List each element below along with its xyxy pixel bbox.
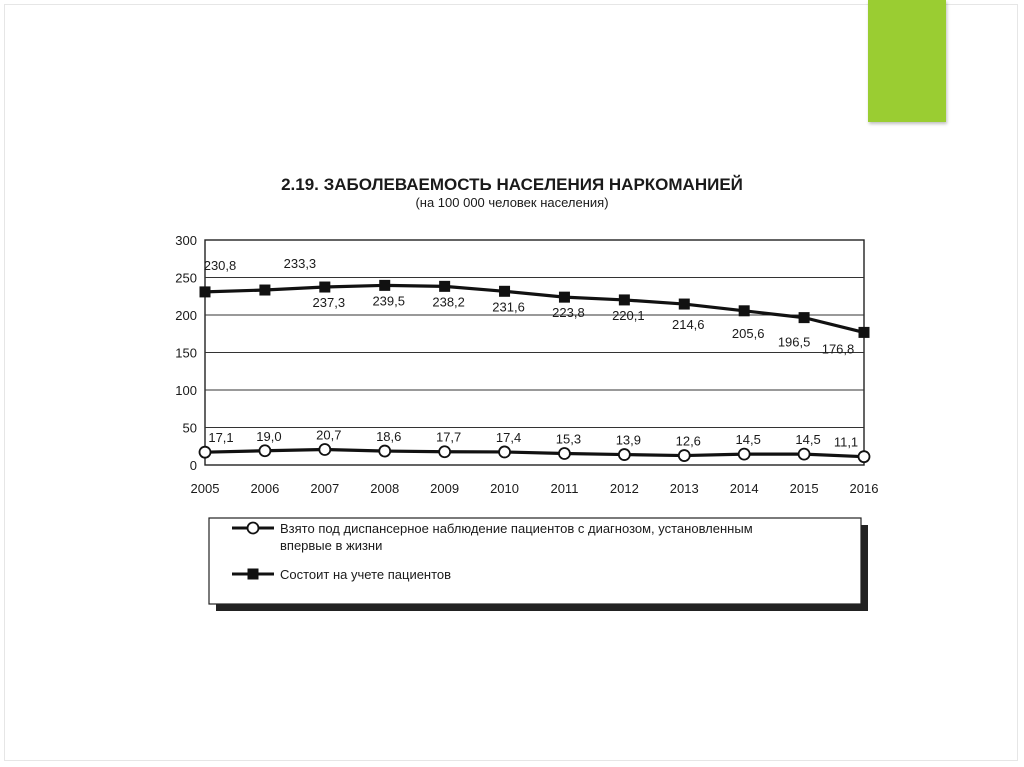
legend-label: Взято под диспансерное наблюдение пациентов с диагнозом, установленным <box>280 521 753 536</box>
data-point <box>619 449 630 460</box>
legend <box>209 518 868 611</box>
data-point <box>619 294 630 305</box>
data-label: 17,1 <box>208 430 234 446</box>
data-point <box>859 327 870 338</box>
data-label: 237,3 <box>312 295 346 311</box>
data-point <box>200 286 211 297</box>
x-tick-label: 2005 <box>190 481 220 496</box>
legend-marker <box>248 569 259 580</box>
chart-title: 2.19. ЗАБОЛЕВАЕМОСТЬ НАСЕЛЕНИЯ НАРКОМАНИЕЙ <box>281 175 743 194</box>
data-point <box>679 299 690 310</box>
x-tick-label: 2015 <box>789 481 819 496</box>
data-label: 233,3 <box>283 256 317 272</box>
x-tick-label: 2010 <box>490 481 520 496</box>
plot-area <box>175 233 878 496</box>
data-point <box>859 451 870 462</box>
x-tick-label: 2007 <box>310 481 340 496</box>
data-label: 11,1 <box>833 434 859 450</box>
data-point <box>559 292 570 303</box>
x-tick-label: 2013 <box>669 481 699 496</box>
y-tick-label: 250 <box>175 270 197 286</box>
data-label: 220,1 <box>612 307 645 323</box>
data-point <box>439 281 450 292</box>
data-label: 14,5 <box>795 432 821 448</box>
data-label: 12,6 <box>675 433 701 449</box>
x-tick-label: 2014 <box>729 481 759 496</box>
data-point <box>259 445 270 456</box>
data-label: 230,8 <box>203 257 237 273</box>
x-tick-label: 2011 <box>550 481 579 496</box>
y-tick-label: 50 <box>182 420 197 436</box>
data-label: 15,3 <box>555 431 582 447</box>
data-label: 18,6 <box>376 429 402 445</box>
x-tick-label: 2006 <box>250 481 280 496</box>
data-point <box>799 449 810 460</box>
data-point <box>739 305 750 316</box>
data-point <box>499 286 510 297</box>
data-label: 17,7 <box>435 429 462 445</box>
data-point <box>259 285 270 296</box>
data-label: 14,5 <box>735 432 761 448</box>
chart-subtitle: (на 100 000 человек населения) <box>415 195 609 210</box>
data-point <box>739 449 750 460</box>
data-label: 20,7 <box>316 427 342 443</box>
y-tick-label: 150 <box>175 345 197 361</box>
data-point <box>799 312 810 323</box>
data-point <box>319 444 330 455</box>
data-point <box>679 450 690 461</box>
legend-label: Состоит на учете пациентов <box>280 567 452 582</box>
data-point <box>439 446 450 457</box>
data-point <box>379 280 390 291</box>
y-tick-label: 300 <box>175 233 197 248</box>
data-label: 238,2 <box>432 294 465 310</box>
x-tick-label: 2012 <box>609 481 639 496</box>
data-point <box>200 447 211 458</box>
y-tick-label: 200 <box>175 308 197 323</box>
y-tick-label: 100 <box>175 383 197 398</box>
data-label: 176,8 <box>821 341 855 357</box>
data-label: 205,6 <box>731 325 765 341</box>
data-label: 214,6 <box>671 317 705 333</box>
data-label: 17,4 <box>495 429 522 445</box>
data-label: 223,8 <box>552 305 585 321</box>
data-label: 13,9 <box>615 432 642 448</box>
x-tick-label: 2008 <box>370 481 400 496</box>
data-label: 196,5 <box>777 334 811 350</box>
x-tick-label: 2009 <box>430 481 460 496</box>
data-point <box>499 446 510 457</box>
data-point <box>559 448 570 459</box>
data-point <box>379 446 390 457</box>
legend-marker <box>248 523 259 534</box>
data-label: 19,0 <box>256 428 282 444</box>
legend-label: впервые в жизни <box>280 538 383 553</box>
data-label: 239,5 <box>372 293 406 309</box>
y-tick-label: 0 <box>189 458 197 473</box>
data-point <box>319 282 330 293</box>
x-tick-label: 2016 <box>849 481 879 496</box>
data-label: 231,6 <box>492 299 525 315</box>
